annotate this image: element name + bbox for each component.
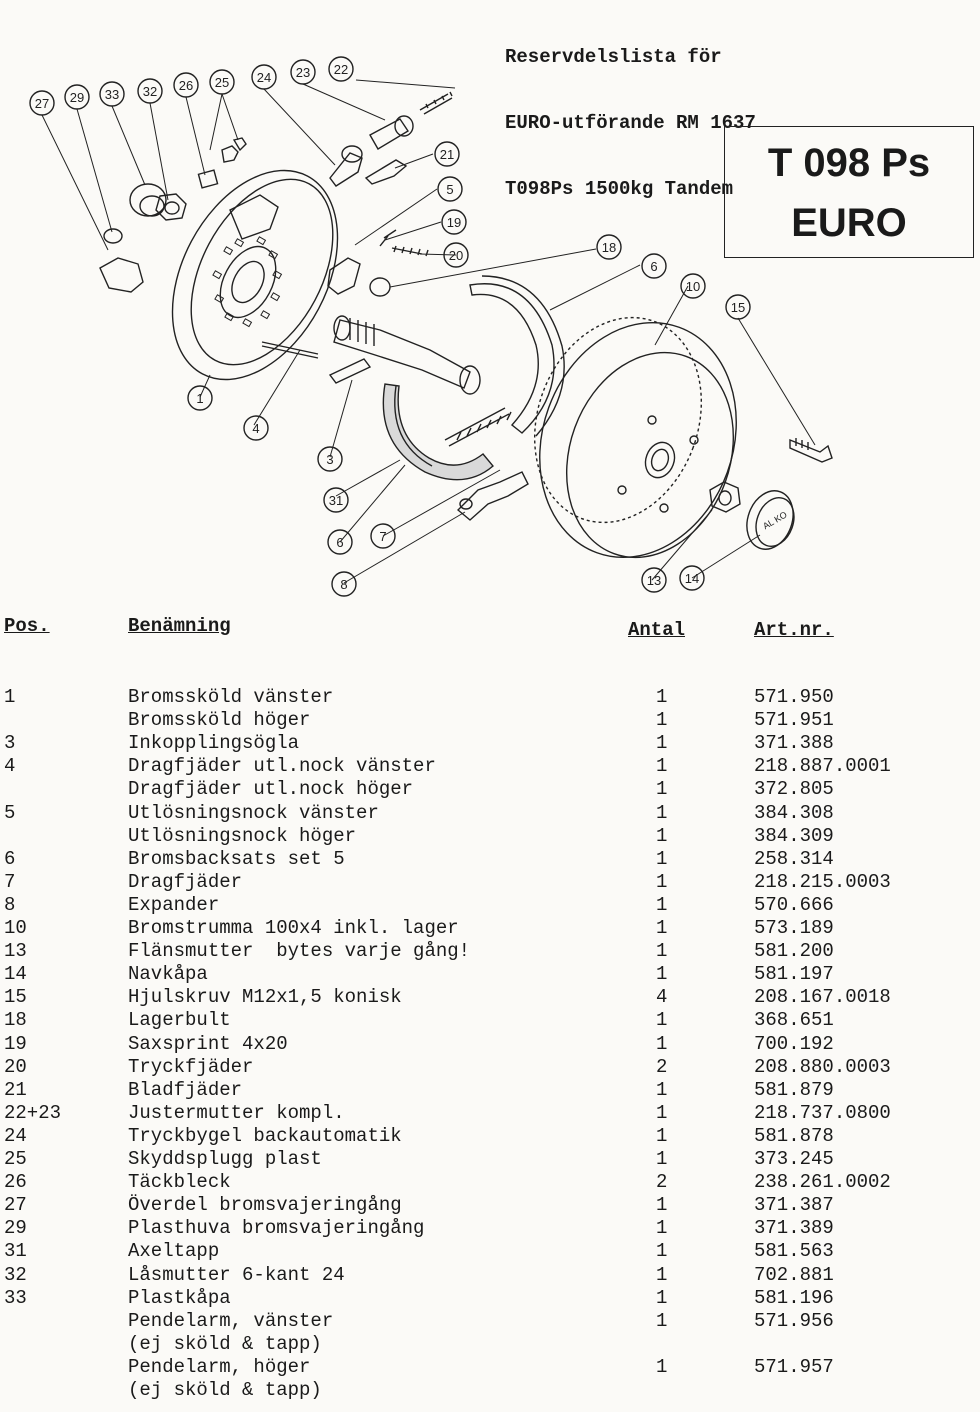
callout-31: 31 [328,493,344,508]
qty-cell: 2 [656,1055,668,1078]
pos-cell: 29 [4,1217,27,1240]
callout-22: 22 [333,62,349,77]
pos-cell: 7 [4,870,16,893]
qty-cell: 1 [656,1286,668,1309]
pos-cell: 13 [4,940,27,963]
table-row [0,1056,980,1079]
name-cell: Flänsmutter bytes varje gång! [128,940,471,963]
pos-cell: 31 [4,1240,27,1263]
pos-cell: 27 [4,1194,27,1217]
qty-cell: 1 [656,1355,668,1378]
table-row [0,709,980,732]
callout-15: 15 [730,300,746,315]
header-name: Benämning [128,615,231,637]
hub-cap [739,484,801,555]
art-number-cell: 208.880.0003 [754,1055,891,1078]
name-cell: Skyddsplugg plast [128,1148,322,1170]
qty-cell: 2 [656,1171,668,1194]
art-number-cell: 702.881 [754,1263,834,1286]
brake-shield [139,142,371,407]
name-cell: Dragfjäder utl.nock höger [128,778,414,801]
qty-cell: 1 [656,940,668,963]
qty-cell: 1 [656,1194,668,1217]
art-number-cell: 258.314 [754,847,834,870]
art-number-cell: 371.387 [754,1194,834,1217]
art-number-cell: 581.200 [754,940,834,963]
table-row [0,1171,980,1194]
art-number-cell: 238.261.0002 [754,1171,891,1194]
art-number-cell: 384.309 [754,824,834,847]
table-row [0,1102,980,1125]
table-row [0,1310,980,1333]
art-number-cell: 571.951 [754,709,834,732]
callout-14: 14 [684,571,700,586]
art-number-cell: 581.196 [754,1286,834,1309]
name-cell: Plasthuva bromsvajeringång [128,1217,425,1240]
qty-cell: 1 [656,1240,668,1263]
table-row [0,940,980,963]
callout-13: 13 [646,573,662,588]
qty-cell: 1 [656,1101,668,1124]
name-cell: Bromstrumma 100x4 inkl. lager [128,917,459,939]
leader-lines [42,80,815,583]
callout-18: 18 [601,240,617,255]
callout-6-upper: 6 [650,259,658,274]
table-row [0,802,980,825]
name-cell: Tryckbygel backautomatik [128,1124,402,1147]
art-number-cell: 372.805 [754,778,834,801]
qty-cell: 1 [656,1309,668,1332]
table-row [0,871,980,894]
pos-cell: 24 [4,1124,27,1147]
name-cell: Låsmutter 6-kant 24 [128,1263,345,1286]
art-number-cell: 581.197 [754,963,834,986]
callout-19: 19 [446,215,462,230]
name-cell: Plastkåpa [128,1286,231,1309]
name-cell: Lagerbult [128,1009,231,1032]
header-qty: Antal [628,619,686,641]
table-row [0,917,980,940]
pos-cell: 32 [4,1263,27,1286]
qty-cell: 1 [656,870,668,893]
callout-33: 33 [104,87,120,102]
qty-cell: 1 [656,755,668,778]
table-row [0,1079,980,1102]
name-cell: Bromsbacksats set 5 [128,847,345,870]
qty-cell: 1 [656,801,668,824]
qty-cell: 1 [656,778,668,801]
qty-cell: 1 [656,847,668,870]
qty-cell: 1 [656,1217,668,1240]
pos-cell: 26 [4,1171,27,1194]
table-row [0,1264,980,1287]
qty-cell: 1 [656,1009,668,1032]
name-cell: Axeltapp [128,1240,220,1263]
pos-cell: 20 [4,1055,27,1078]
art-number-cell: 218.215.0003 [754,870,891,893]
qty-cell: 1 [656,1078,668,1101]
brake-shoe-upper [470,276,564,436]
return-spring [445,408,511,446]
header-pos: Pos. [4,615,50,637]
callout-29: 29 [69,90,85,105]
qty-cell: 1 [656,1124,668,1147]
pos-cell: 5 [4,801,16,824]
model-code: T 098 Ps [767,141,931,185]
table-row [0,1379,980,1402]
qty-cell: 1 [656,709,668,732]
qty-cell: 1 [656,1148,668,1170]
callout-3: 3 [326,452,334,467]
qty-cell: 1 [656,963,668,986]
art-number-cell: 700.192 [754,1032,834,1055]
art-number-cell: 581.878 [754,1124,834,1147]
flange-nut [710,482,740,512]
art-number-cell: 581.879 [754,1078,834,1101]
qty-cell: 1 [656,824,668,847]
callout-25: 25 [214,75,230,90]
art-number-cell: 371.389 [754,1217,834,1240]
callout-4: 4 [252,421,260,436]
name-cell: Utlösningsnock vänster [128,801,379,824]
callout-21: 21 [439,147,455,162]
pos-cell: 33 [4,1286,27,1309]
callout-7: 7 [379,529,387,544]
name-cell: Bromssköld höger [128,709,311,732]
table-row [0,825,980,848]
table-row [0,732,980,755]
art-number-cell: 571.957 [754,1355,834,1378]
wheel-bolt [790,438,832,462]
art-number-cell: 571.956 [754,1309,834,1332]
name-cell: (ej sköld & tapp) [128,1332,322,1355]
qty-cell: 1 [656,1032,668,1055]
pos-cell: 3 [4,732,16,755]
pos-cell: 10 [4,917,27,939]
name-cell: Pendelarm, höger [128,1355,311,1378]
callout-27: 27 [34,96,50,111]
name-cell: Dragfjäder utl.nock vänster [128,755,436,778]
callout-23: 23 [295,65,311,80]
pos-cell: 4 [4,755,16,778]
header-line-3: T098Ps 1500kg Tandem [505,178,734,200]
name-cell: Bromssköld vänster [128,686,334,708]
qty-cell: 1 [656,732,668,755]
name-cell: Expander [128,893,220,916]
model-variant: EURO [791,201,907,245]
cable-entry-parts [100,138,246,292]
qty-cell: 1 [656,893,668,916]
callout-10: 10 [685,279,701,294]
art-number-cell: 581.563 [754,1240,834,1263]
table-row [0,1356,980,1379]
name-cell: Justermutter kompl. [128,1101,345,1124]
name-cell: Pendelarm, vänster [128,1309,334,1332]
name-cell: Täckbleck [128,1171,231,1194]
name-cell: Utlösningsnock höger [128,824,357,847]
callouts [30,57,750,596]
qty-cell: 4 [656,986,668,1009]
table-row [0,686,980,709]
callout-32: 32 [142,84,158,99]
pos-cell: 8 [4,893,16,916]
art-number-cell: 371.388 [754,732,834,755]
callout-6-lower: 6 [336,535,344,550]
callout-26: 26 [178,78,194,93]
table-row [0,1194,980,1217]
qty-cell: 1 [656,1263,668,1286]
table-row [0,1125,980,1148]
table-row [0,1148,980,1171]
table-row [0,778,980,801]
table-row [0,1333,980,1356]
table-row [0,1217,980,1240]
callout-20: 20 [448,248,464,263]
art-number-cell: 573.189 [754,917,834,939]
pos-cell: 21 [4,1078,27,1101]
art-number-cell: 570.666 [754,893,834,916]
pos-cell: 14 [4,963,27,986]
exploded-brake-diagram [0,0,980,610]
header-line-2: EURO-utförande RM 1637 [505,112,756,134]
pos-cell: 18 [4,1009,27,1032]
pos-cell: 1 [4,686,16,708]
callout-24: 24 [256,70,272,85]
name-cell: Hjulskruv M12x1,5 konisk [128,986,402,1009]
art-number-cell: 384.308 [754,801,834,824]
table-row [0,1033,980,1056]
pos-cell: 22+23 [4,1101,62,1124]
table-row [0,848,980,871]
header-line-1: Reservdelslista för [505,46,722,68]
name-cell: (ej sköld & tapp) [128,1379,322,1401]
callout-8: 8 [340,577,348,592]
name-cell: Överdel bromsvajeringång [128,1194,402,1217]
art-number-cell: 373.245 [754,1148,834,1170]
name-cell: Bladfjäder [128,1078,243,1101]
brake-drum [507,294,768,585]
hub-cap-label: AL KO [761,509,789,532]
table-row [0,1009,980,1032]
table-row [0,1287,980,1310]
table-row [0,894,980,917]
art-number-cell: 368.651 [754,1009,834,1032]
table-row [0,755,980,778]
table-row [0,1240,980,1263]
table-row [0,986,980,1009]
name-cell: Tryckfjäder [128,1055,254,1078]
pos-cell: 6 [4,847,16,870]
name-cell: Navkåpa [128,963,208,986]
table-row [0,963,980,986]
pos-cell: 25 [4,1148,27,1170]
pos-cell: 19 [4,1032,27,1055]
art-number-cell: 218.737.0800 [754,1101,891,1124]
axle-stub [334,316,480,394]
art-number-cell: 218.887.0001 [754,755,891,778]
name-cell: Inkopplingsögla [128,732,300,755]
qty-cell: 1 [656,686,668,708]
name-cell: Saxsprint 4x20 [128,1032,288,1055]
art-number-cell: 571.950 [754,686,834,708]
qty-cell: 1 [656,917,668,939]
pos-cell: 15 [4,986,27,1009]
callout-5: 5 [446,182,454,197]
name-cell: Dragfjäder [128,870,243,893]
art-number-cell: 208.167.0018 [754,986,891,1009]
callout-1: 1 [196,391,204,406]
header-art: Art.nr. [754,619,834,641]
